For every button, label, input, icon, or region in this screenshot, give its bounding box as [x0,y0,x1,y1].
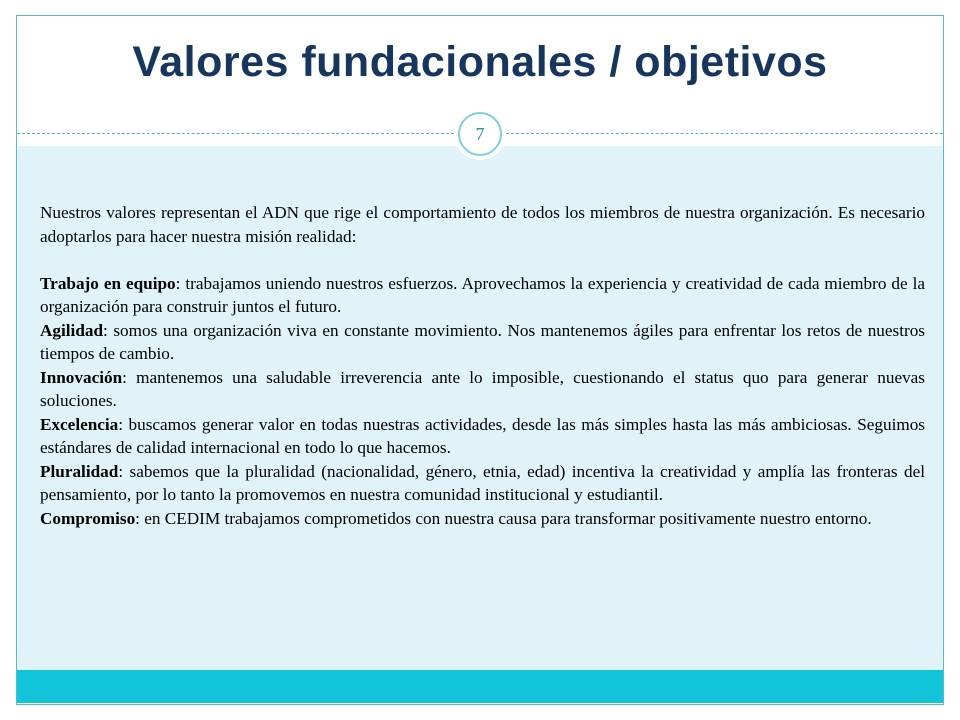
value-term: Agilidad [40,320,104,340]
page-number: 7 [475,123,485,144]
value-item-trabajo-en-equipo [40,272,925,319]
value-description: : sabemos que la pluralidad (nacionalidad, género, etnia, edad) incentiva la creatividad y amplía las fronteras del pensamiento, por lo tanto la promovemos en nuestra comunidad institucional y estudiantil. [40,461,925,504]
value-item-compromiso [40,507,925,531]
value-term: Excelencia [40,414,119,434]
value-item-pluralidad [40,460,925,507]
value-description: : somos una organización viva en constante movimiento. Nos mantenemos ágiles para enfrentar los retos de nuestros tiempos de cambio. [40,320,925,363]
footer-band [17,670,943,703]
value-description: : trabajamos uniendo nuestros esfuerzos. Aprovechamos la experiencia y creatividad de cada miembro de la organización para construir juntos el futuro. [40,273,925,316]
body-text [40,201,925,530]
slide-title: Valores fundacionales / objetivos [132,38,828,86]
page-number-badge [458,112,502,156]
value-term: Pluralidad [40,461,119,481]
value-description: : buscamos generar valor en todas nuestras actividades, desde las más simples hasta las más ambiciosas. Seguimos estándares de calidad internacional en todo lo que hacemos. [40,414,925,457]
value-term: Innovación [40,367,123,387]
value-term: Trabajo en equipo [40,273,176,293]
value-term: Compromiso [40,508,136,528]
intro-paragraph: Nuestros valores representan el ADN que rige el comportamiento de todos los miembros de nuestra organización. Es necesario adoptarlos para hacer nuestra misión realidad: [40,203,925,246]
value-item-excelencia [40,413,925,460]
value-item-innovacion [40,366,925,413]
value-description: : mantenemos una saludable irreverencia ante lo imposible, cuestionando el status quo para generar nuevas soluciones. [40,367,925,410]
value-description: : en CEDIM trabajamos comprometidos con nuestra causa para transformar positivamente nuestro entorno. [135,508,872,528]
value-item-agilidad [40,319,925,366]
